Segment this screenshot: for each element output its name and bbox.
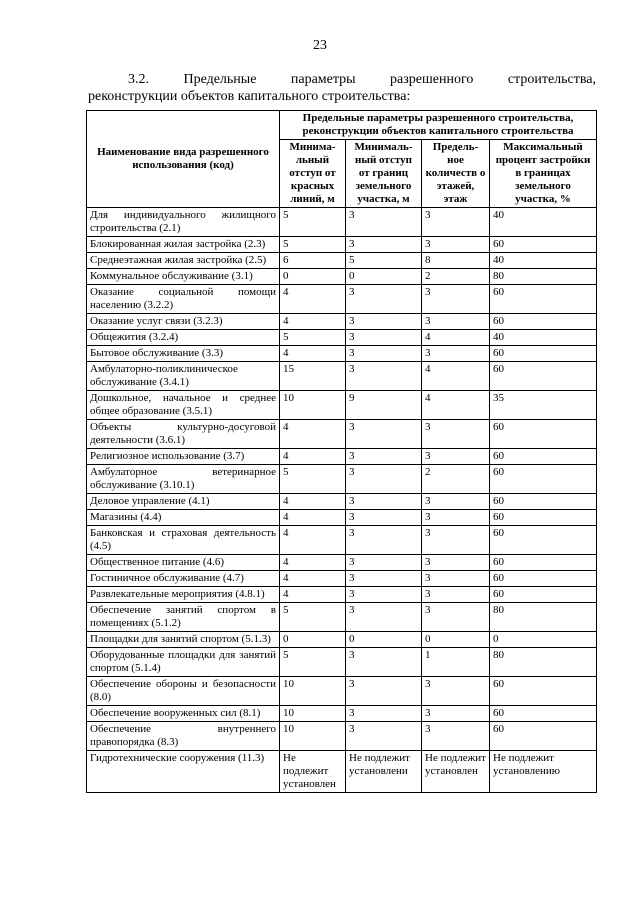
table-row	[87, 346, 597, 362]
border-offset-cell: 3	[346, 362, 422, 391]
border-offset-cell: 3	[346, 706, 422, 722]
border-offset-cell: 3	[346, 494, 422, 510]
max-coverage-cell: 60	[490, 449, 597, 465]
name-column-header: Наименование вида разрешенного использования (код)	[87, 111, 280, 208]
use-name-cell: Амбулаторное ветеринарное обслуживание (3.10.1)	[87, 465, 280, 494]
table-row	[87, 494, 597, 510]
page-number: 23	[313, 38, 327, 53]
max-floors-cell: 4	[422, 391, 490, 420]
heading-word: параметры	[290, 72, 356, 87]
column-header-max-coverage: Максимальный процент застройки в границах земельного участка, %	[490, 140, 597, 208]
max-floors-cell: 2	[422, 465, 490, 494]
border-offset-cell: 3	[346, 677, 422, 706]
use-name-cell: Оказание услуг связи (3.2.3)	[87, 314, 280, 330]
red-line-offset-cell: 4	[280, 587, 346, 603]
max-coverage-cell: 60	[490, 362, 597, 391]
red-line-offset-cell: 0	[280, 632, 346, 648]
max-floors-cell: 3	[422, 346, 490, 362]
red-line-offset-cell: 5	[280, 648, 346, 677]
red-line-offset-cell: 0	[280, 269, 346, 285]
table-row	[87, 571, 597, 587]
red-line-offset-cell: 5	[280, 237, 346, 253]
table-row	[87, 632, 597, 648]
table-row	[87, 253, 597, 269]
max-coverage-cell: 60	[490, 526, 597, 555]
red-line-offset-cell: 4	[280, 314, 346, 330]
max-coverage-cell: 60	[490, 722, 597, 751]
max-floors-cell: 3	[422, 420, 490, 449]
max-coverage-cell: 60	[490, 237, 597, 253]
max-floors-cell: 8	[422, 253, 490, 269]
table-row	[87, 555, 597, 571]
red-line-offset-cell: Не подлежит установлен	[280, 751, 346, 793]
red-line-offset-cell: 4	[280, 420, 346, 449]
red-line-offset-cell: 4	[280, 285, 346, 314]
max-coverage-cell: 60	[490, 494, 597, 510]
max-floors-cell: 3	[422, 571, 490, 587]
max-coverage-cell: 60	[490, 420, 597, 449]
use-name-cell: Среднеэтажная жилая застройка (2.5)	[87, 253, 280, 269]
max-floors-cell: 2	[422, 269, 490, 285]
use-name-cell: Объекты культурно-досуговой деятельности (3.6.1)	[87, 420, 280, 449]
red-line-offset-cell: 4	[280, 449, 346, 465]
red-line-offset-cell: 4	[280, 555, 346, 571]
max-coverage-cell: 60	[490, 706, 597, 722]
use-name-cell: Оборудованные площадки для занятий спортом (5.1.4)	[87, 648, 280, 677]
max-floors-cell: 3	[422, 494, 490, 510]
table-body	[87, 208, 597, 793]
border-offset-cell: 0	[346, 632, 422, 648]
use-name-cell: Обеспечение обороны и безопасности (8.0)	[87, 677, 280, 706]
max-floors-cell: 1	[422, 648, 490, 677]
column-header-max-floors: Предель-ное количеств о этажей, этаж	[422, 140, 490, 208]
border-offset-cell: Не подлежит установлени	[346, 751, 422, 793]
use-name-cell: Обеспечение внутреннего правопорядка (8.3)	[87, 722, 280, 751]
max-floors-cell: 3	[422, 237, 490, 253]
max-coverage-cell: 80	[490, 269, 597, 285]
max-floors-cell: 3	[422, 677, 490, 706]
border-offset-cell: 3	[346, 285, 422, 314]
table-row	[87, 208, 597, 237]
table-row	[87, 465, 597, 494]
red-line-offset-cell: 5	[280, 330, 346, 346]
heading-word: строительства,	[507, 72, 596, 87]
max-floors-cell: 3	[422, 587, 490, 603]
table-row	[87, 587, 597, 603]
max-floors-cell: 3	[422, 603, 490, 632]
max-coverage-cell: 40	[490, 330, 597, 346]
use-name-cell: Бытовое обслуживание (3.3)	[87, 346, 280, 362]
border-offset-cell: 3	[346, 330, 422, 346]
max-coverage-cell: 40	[490, 208, 597, 237]
use-name-cell: Религиозное использование (3.7)	[87, 449, 280, 465]
border-offset-cell: 3	[346, 346, 422, 362]
use-name-cell: Общественное питание (4.6)	[87, 555, 280, 571]
table-row	[87, 648, 597, 677]
max-floors-cell: 3	[422, 510, 490, 526]
max-floors-cell: 3	[422, 285, 490, 314]
red-line-offset-cell: 6	[280, 253, 346, 269]
heading-word: разрешенного	[390, 72, 474, 87]
table-row	[87, 449, 597, 465]
border-offset-cell: 3	[346, 587, 422, 603]
border-offset-cell: 0	[346, 269, 422, 285]
max-coverage-cell: 60	[490, 285, 597, 314]
max-floors-cell: 3	[422, 526, 490, 555]
max-coverage-cell: 80	[490, 603, 597, 632]
table-row	[87, 751, 597, 793]
max-coverage-cell: Не подлежит установлению	[490, 751, 597, 793]
border-offset-cell: 3	[346, 722, 422, 751]
red-line-offset-cell: 10	[280, 391, 346, 420]
red-line-offset-cell: 10	[280, 722, 346, 751]
table-row	[87, 706, 597, 722]
max-coverage-cell: 60	[490, 587, 597, 603]
border-offset-cell: 3	[346, 465, 422, 494]
red-line-offset-cell: 10	[280, 677, 346, 706]
use-name-cell: Деловое управление (4.1)	[87, 494, 280, 510]
max-coverage-cell: 80	[490, 648, 597, 677]
border-offset-cell: 3	[346, 237, 422, 253]
table-row	[87, 362, 597, 391]
red-line-offset-cell: 4	[280, 510, 346, 526]
max-coverage-cell: 40	[490, 253, 597, 269]
border-offset-cell: 3	[346, 648, 422, 677]
table-row	[87, 330, 597, 346]
use-name-cell: Гостиничное обслуживание (4.7)	[87, 571, 280, 587]
border-offset-cell: 5	[346, 253, 422, 269]
table-row	[87, 677, 597, 706]
max-floors-cell: 3	[422, 449, 490, 465]
parameters-group-header: Предельные параметры разрешенного строительства, реконструкции объектов капитального строительства	[280, 111, 597, 140]
table-row	[87, 237, 597, 253]
table-row	[87, 269, 597, 285]
use-name-cell: Амбулаторно-поликлиническое обслуживание (3.4.1)	[87, 362, 280, 391]
use-name-cell: Банковская и страховая деятельность (4.5)	[87, 526, 280, 555]
table-row	[87, 510, 597, 526]
max-coverage-cell: 60	[490, 314, 597, 330]
max-floors-cell: 3	[422, 706, 490, 722]
table-row	[87, 420, 597, 449]
table-row	[87, 314, 597, 330]
max-coverage-cell: 60	[490, 677, 597, 706]
use-name-cell: Блокированная жилая застройка (2.3)	[87, 237, 280, 253]
use-name-cell: Гидротехнические сооружения (11.3)	[87, 751, 280, 793]
max-floors-cell: 4	[422, 330, 490, 346]
border-offset-cell: 3	[346, 526, 422, 555]
red-line-offset-cell: 5	[280, 603, 346, 632]
table-row	[87, 722, 597, 751]
use-name-cell: Общежития (3.2.4)	[87, 330, 280, 346]
table-row	[87, 285, 597, 314]
use-name-cell: Коммунальное обслуживание (3.1)	[87, 269, 280, 285]
heading-line-1	[88, 71, 596, 88]
max-floors-cell: 3	[422, 722, 490, 751]
max-coverage-cell: 60	[490, 510, 597, 526]
red-line-offset-cell: 5	[280, 465, 346, 494]
max-floors-cell: Не подлежит установлен	[422, 751, 490, 793]
table-row	[87, 603, 597, 632]
section-heading	[88, 71, 596, 105]
max-coverage-cell: 0	[490, 632, 597, 648]
use-name-cell: Обеспечение занятий спортом в помещениях (5.1.2)	[87, 603, 280, 632]
max-coverage-cell: 35	[490, 391, 597, 420]
use-name-cell: Развлекательные мероприятия (4.8.1)	[87, 587, 280, 603]
max-floors-cell: 3	[422, 208, 490, 237]
use-name-cell: Магазины (4.4)	[87, 510, 280, 526]
border-offset-cell: 3	[346, 555, 422, 571]
border-offset-cell: 9	[346, 391, 422, 420]
red-line-offset-cell: 4	[280, 346, 346, 362]
max-floors-cell: 4	[422, 362, 490, 391]
heading-word: 3.2.	[128, 72, 149, 87]
heading-line-2: реконструкции объектов капитального строительства:	[88, 89, 411, 104]
red-line-offset-cell: 4	[280, 494, 346, 510]
red-line-offset-cell: 10	[280, 706, 346, 722]
column-header-border-offset: Минималь-ный отступ от границ земельного участка, м	[346, 140, 422, 208]
use-name-cell: Оказание социальной помощи населению (3.2.2)	[87, 285, 280, 314]
border-offset-cell: 3	[346, 449, 422, 465]
red-line-offset-cell: 15	[280, 362, 346, 391]
max-coverage-cell: 60	[490, 346, 597, 362]
table-row	[87, 526, 597, 555]
max-floors-cell: 0	[422, 632, 490, 648]
max-coverage-cell: 60	[490, 571, 597, 587]
border-offset-cell: 3	[346, 314, 422, 330]
border-offset-cell: 3	[346, 571, 422, 587]
border-offset-cell: 3	[346, 603, 422, 632]
table-row	[87, 391, 597, 420]
use-name-cell: Дошкольное, начальное и среднее общее образование (3.5.1)	[87, 391, 280, 420]
max-coverage-cell: 60	[490, 555, 597, 571]
use-name-cell: Для индивидуального жилищного строительства (2.1)	[87, 208, 280, 237]
red-line-offset-cell: 4	[280, 571, 346, 587]
border-offset-cell: 3	[346, 420, 422, 449]
max-coverage-cell: 60	[490, 465, 597, 494]
use-name-cell: Обеспечение вооруженных сил (8.1)	[87, 706, 280, 722]
parameters-table	[86, 110, 597, 793]
red-line-offset-cell: 4	[280, 526, 346, 555]
max-floors-cell: 3	[422, 555, 490, 571]
border-offset-cell: 3	[346, 208, 422, 237]
border-offset-cell: 3	[346, 510, 422, 526]
max-floors-cell: 3	[422, 314, 490, 330]
heading-word: Предельные	[183, 72, 257, 87]
red-line-offset-cell: 5	[280, 208, 346, 237]
column-header-red-line-offset: Минима-льный отступ от красных линий, м	[280, 140, 346, 208]
use-name-cell: Площадки для занятий спортом (5.1.3)	[87, 632, 280, 648]
